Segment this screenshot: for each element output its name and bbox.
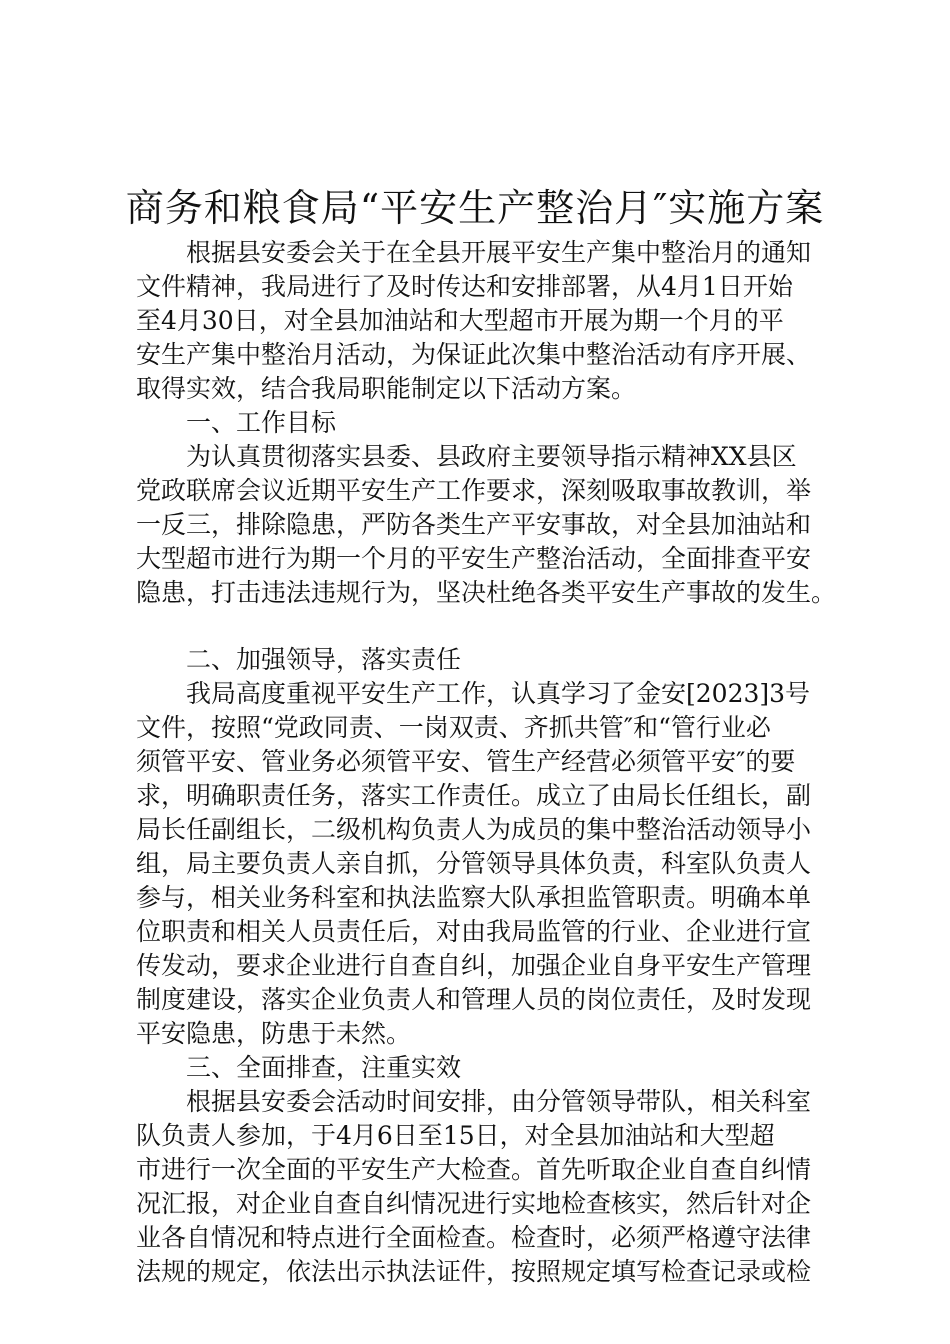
paragraph-line: 隐患，打击违法违规行为，坚决杜绝各类平安生产事故的发生。 <box>136 578 837 607</box>
paragraph-line: 党政联席会议近期平安生产工作要求，深刻吸取事故教训，举 <box>136 476 812 505</box>
section-heading: 三、全面排查，注重实效 <box>186 1053 462 1082</box>
paragraph-line: 文件精神，我局进行了及时传达和安排部署，从4月1日开始 <box>136 272 793 301</box>
paragraph-line: 组，局主要负责人亲自抓，分管领导具体负责，科室队负责人 <box>136 849 812 878</box>
paragraph-line: 求，明确职责任务，落实工作责任。成立了由局长任组长，副 <box>136 781 812 810</box>
paragraph-line: 须管平安、管业务必须管平安、管生产经营必须管平安″的要 <box>136 747 796 776</box>
paragraph-line: 队负责人参加，于4月6日至15日，对全县加油站和大型超 <box>136 1121 775 1150</box>
paragraph-line: 传发动，要求企业进行自查自纠，加强企业自身平安生产管理 <box>136 951 812 980</box>
paragraph-line: 位职责和相关人员责任后，对由我局监管的行业、企业进行宣 <box>136 917 812 946</box>
paragraph-line: 安生产集中整治月活动，为保证此次集中整治活动有序开展、 <box>136 340 812 369</box>
paragraph-line: 根据县安委会关于在全县开展平安生产集中整治月的通知 <box>186 238 812 267</box>
paragraph-line: 大型超市进行为期一个月的平安生产整治活动，全面排查平安 <box>136 544 812 573</box>
paragraph-line: 至4月30日，对全县加油站和大型超市开展为期一个月的平 <box>136 306 784 335</box>
paragraph-line: 文件，按照“党政同责、一岗双责、齐抓共管″和“管行业必 <box>136 713 771 742</box>
paragraph-line: 取得实效，结合我局职能制定以下活动方案。 <box>136 374 637 403</box>
paragraph-line: 业各自情况和特点进行全面检查。检查时，必须严格遵守法律 <box>136 1223 812 1252</box>
document-title: 商务和粮食局“平安生产整治月″实施方案 <box>125 186 825 230</box>
section-heading: 一、工作目标 <box>186 408 337 437</box>
paragraph-line: 参与，相关业务科室和执法监察大队承担监管职责。明确本单 <box>136 883 812 912</box>
paragraph-line: 一反三，排除隐患，严防各类生产平安事故，对全县加油站和 <box>136 510 812 539</box>
paragraph-line: 法规的规定，依法出示执法证件，按照规定填写检查记录或检 <box>136 1257 812 1286</box>
paragraph-line: 平安隐患，防患于未然。 <box>136 1019 412 1048</box>
paragraph-line: 局长任副组长，二级机构负责人为成员的集中整治活动领导小 <box>136 815 812 844</box>
paragraph-line: 制度建设，落实企业负责人和管理人员的岗位责任，及时发现 <box>136 985 812 1014</box>
paragraph-line: 市进行一次全面的平安生产大检查。首先听取企业自查自纠情 <box>136 1155 812 1184</box>
paragraph-line: 根据县安委会活动时间安排，由分管领导带队，相关科室 <box>186 1087 812 1116</box>
paragraph-line: 我局高度重视平安生产工作，认真学习了金安[2023]3号 <box>186 679 811 708</box>
paragraph-line: 况汇报，对企业自查自纠情况进行实地检查核实，然后针对企 <box>136 1189 812 1218</box>
paragraph-line: 为认真贯彻落实县委、县政府主要领导指示精神XX县区 <box>186 442 797 471</box>
section-heading: 二、加强领导，落实责任 <box>186 645 462 674</box>
